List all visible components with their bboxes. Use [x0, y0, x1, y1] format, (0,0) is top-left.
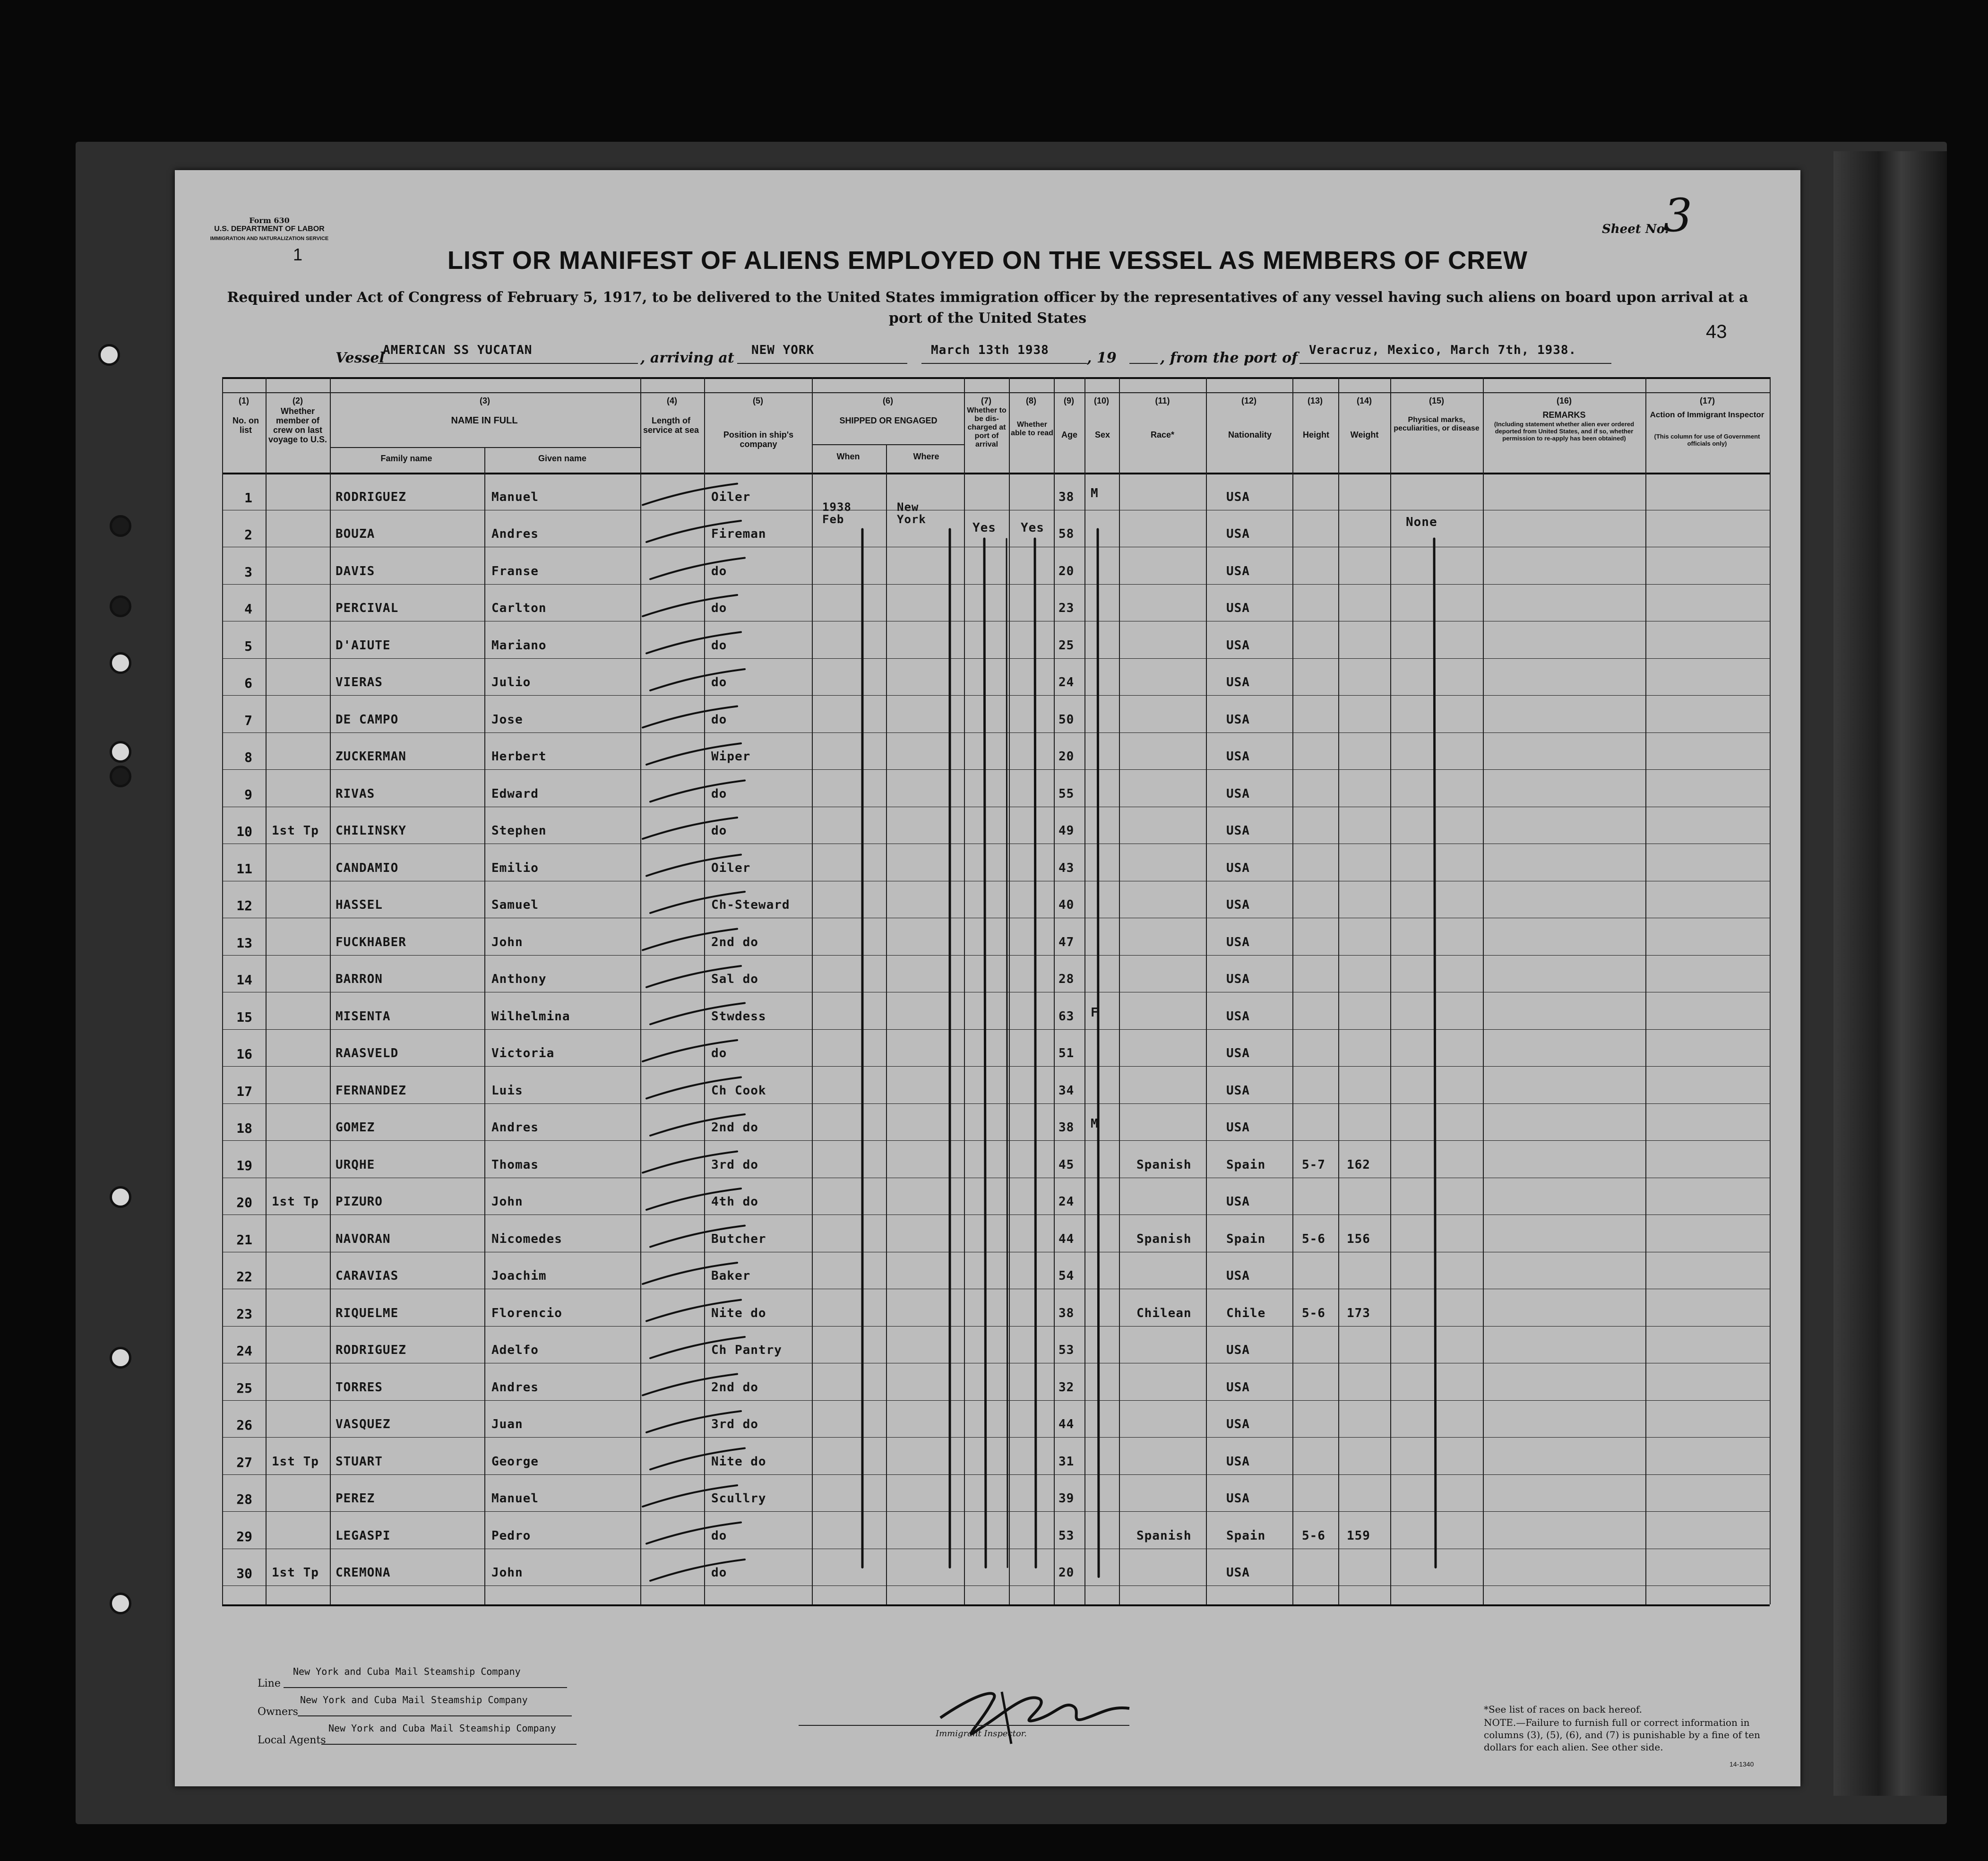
given-name: Florencio [491, 1306, 562, 1320]
binder-hole [110, 1186, 131, 1208]
penalty-note: NOTE.—Failure to furnish full or correct information in columns (3), (5), (6), and (7) is punishable by a fine of ten dollars for each alien. See other side. [1484, 1717, 1760, 1753]
shipped-where: New York [897, 500, 926, 526]
header-height: Height [1303, 430, 1329, 439]
nationality: USA [1226, 527, 1250, 541]
position: do [711, 1528, 727, 1543]
position: Fireman [711, 527, 766, 541]
age: 23 [1059, 601, 1075, 615]
column-number: (13) [1307, 396, 1323, 405]
crew-last-voyage: 1st Tp [272, 1566, 319, 1580]
height: 5-7 [1302, 1157, 1325, 1172]
family-name: PERCIVAL [336, 601, 399, 615]
header-nationality: Nationality [1228, 430, 1272, 439]
nationality: USA [1226, 1046, 1250, 1060]
weight: 173 [1347, 1306, 1370, 1320]
family-name: NAVORAN [336, 1232, 391, 1246]
given-name: Andres [491, 1120, 539, 1135]
nationality: USA [1226, 1269, 1250, 1283]
column-number: (12) [1241, 396, 1256, 405]
header-weight: Weight [1350, 430, 1379, 439]
age: 47 [1059, 935, 1075, 949]
given-name: Franse [491, 564, 539, 578]
binder-hole [110, 1593, 131, 1614]
column-number: (4) [667, 396, 677, 405]
owners-label: Owners [258, 1706, 298, 1718]
position: Scullry [711, 1491, 766, 1506]
age: 25 [1059, 638, 1075, 653]
given-name: George [491, 1454, 539, 1469]
column-number: (15) [1429, 396, 1444, 405]
family-name: VASQUEZ [336, 1417, 391, 1431]
age: 44 [1059, 1417, 1075, 1431]
crew-last-voyage: 1st Tp [272, 1195, 319, 1209]
family-name: MISENTA [336, 1009, 391, 1024]
age: 53 [1059, 1343, 1075, 1357]
binder-hole [110, 652, 131, 674]
weight: 156 [1347, 1232, 1370, 1246]
given-name: Stephen [491, 824, 547, 838]
given-name: Mariano [491, 638, 547, 653]
row-number: 20 [236, 1195, 252, 1210]
header-action-note: (This column for use of Government officials only) [1654, 433, 1760, 447]
header-action-inspector: Action of Immigrant Inspector [1650, 410, 1764, 419]
column-number: (14) [1356, 396, 1372, 405]
row-number: 24 [236, 1343, 252, 1359]
department-label: U.S. DEPARTMENT OF LABOR [214, 225, 325, 233]
position: do [711, 564, 727, 578]
position: do [711, 824, 727, 838]
header-crew-last-voyage: Whether member of crew on last voyage to U.S. [268, 406, 327, 444]
nationality: USA [1226, 490, 1250, 504]
given-name: Herbert [491, 750, 547, 764]
nationality: Chile [1226, 1306, 1266, 1320]
document-subtitle: Required under Act of Congress of February 5, 1917, to be delivered to the United States immigration officer by the representatives of any vessel having such aliens on board upon arrival at a port of the United States [227, 289, 1748, 327]
year-label: , 19 [1087, 350, 1117, 366]
nationality: USA [1226, 972, 1250, 986]
family-name: FUCKHABER [336, 935, 406, 949]
owners-value: New York and Cuba Mail Steamship Company [300, 1694, 528, 1706]
nationality: USA [1226, 1566, 1250, 1580]
age: 49 [1059, 824, 1075, 838]
column-number: (1) [239, 396, 249, 405]
given-name: Jose [491, 712, 523, 727]
nationality: USA [1226, 1417, 1250, 1431]
shipped-when: 1938 Feb [822, 500, 852, 526]
age: 20 [1059, 750, 1075, 764]
position: Ch Pantry [711, 1343, 782, 1357]
race: Spanish [1136, 1157, 1192, 1172]
header-discharged: Whether to be dis-charged at port of arrival [967, 406, 1007, 448]
row-number: 9 [244, 786, 252, 802]
position: do [711, 675, 727, 689]
position: Ch-Steward [711, 898, 790, 912]
given-name: Victoria [491, 1046, 555, 1060]
given-name: Adelfo [491, 1343, 539, 1357]
form-number: Form 630 [249, 216, 290, 225]
physical-marks-value: None [1406, 515, 1437, 529]
family-name: CHILINSKY [336, 824, 406, 838]
row-number: 25 [236, 1380, 252, 1396]
age: 44 [1059, 1232, 1075, 1246]
column-number: (5) [753, 396, 763, 405]
row-number: 2 [244, 527, 252, 543]
family-name: PEREZ [336, 1491, 375, 1506]
row-number: 27 [236, 1454, 252, 1470]
column-number: (9) [1064, 396, 1074, 405]
age: 20 [1059, 564, 1075, 578]
nationality: USA [1226, 1454, 1250, 1469]
binder-hole [110, 741, 131, 763]
position: Nite do [711, 1454, 766, 1469]
position: do [711, 601, 727, 615]
header-remarks-note: (Including statement whether alien ever ordered deported from United States, and if so, whether permission to re-apply has been obtained) [1494, 421, 1635, 442]
position: Oiler [711, 490, 751, 504]
position: do [711, 638, 727, 653]
header-given-name: Given name [538, 454, 587, 463]
family-name: BOUZA [336, 527, 375, 541]
agents-value: New York and Cuba Mail Steamship Company [328, 1723, 556, 1734]
family-name: URQHE [336, 1157, 375, 1172]
header-family-name: Family name [380, 454, 432, 463]
position: Butcher [711, 1232, 766, 1246]
header-position: Position in ship's company [723, 430, 794, 449]
family-name: STUART [336, 1454, 383, 1469]
given-name: Joachim [491, 1269, 547, 1283]
row-number: 17 [236, 1083, 252, 1099]
age: 38 [1059, 1120, 1075, 1135]
nationality: USA [1226, 824, 1250, 838]
given-name: John [491, 935, 523, 949]
sheet-label: Sheet No. [1602, 222, 1669, 236]
weight: 162 [1347, 1157, 1370, 1172]
given-name: Edward [491, 786, 539, 801]
family-name: LEGASPI [336, 1528, 391, 1543]
column-number: (16) [1556, 396, 1572, 405]
age: 43 [1059, 861, 1075, 875]
position: 2nd do [711, 935, 758, 949]
nationality: Spain [1226, 1528, 1266, 1543]
family-name: CARAVIAS [336, 1269, 399, 1283]
column-number: (17) [1699, 396, 1715, 405]
row-number: 30 [236, 1566, 252, 1581]
row-number: 11 [236, 861, 252, 877]
sex: M [1091, 1117, 1099, 1131]
position: do [711, 712, 727, 727]
position: Baker [711, 1269, 751, 1283]
age: 24 [1059, 1195, 1075, 1209]
row-number: 23 [236, 1306, 252, 1322]
nationality: USA [1226, 1380, 1250, 1395]
crew-last-voyage: 1st Tp [272, 1454, 319, 1469]
line-label: Line [258, 1678, 281, 1689]
family-name: RIQUELME [336, 1306, 399, 1320]
row-number: 16 [236, 1046, 252, 1062]
given-name: Luis [491, 1083, 523, 1098]
header-where: Where [913, 452, 939, 461]
binder-hole [98, 344, 120, 366]
age: 31 [1059, 1454, 1075, 1469]
header-age: Age [1061, 430, 1077, 439]
family-name: BARRON [336, 972, 383, 986]
header-shipped-engaged: SHIPPED OR ENGAGED [839, 416, 938, 425]
position: do [711, 786, 727, 801]
position: do [711, 1046, 727, 1060]
row-number: 4 [244, 601, 252, 617]
row-number: 12 [236, 898, 252, 913]
age: 28 [1059, 972, 1075, 986]
family-name: RAASVELD [336, 1046, 399, 1060]
nationality: USA [1226, 750, 1250, 764]
age: 50 [1059, 712, 1075, 727]
inspector-label: Immigrant Inspector. [936, 1729, 1027, 1739]
header-name-in-full: NAME IN FULL [451, 415, 518, 426]
position: Nite do [711, 1306, 766, 1320]
nationality: USA [1226, 786, 1250, 801]
row-number: 6 [244, 675, 252, 691]
row-number: 8 [244, 750, 252, 765]
header-physical-marks: Physical marks, peculiarities, or disease [1394, 416, 1480, 432]
binder-edge [1833, 151, 1947, 1796]
family-name: HASSEL [336, 898, 383, 912]
arrival-port: NEW YORK [751, 343, 815, 357]
crew-last-voyage: 1st Tp [272, 824, 319, 838]
able-read-value: Yes [1021, 521, 1044, 535]
given-name: Nicomedes [491, 1232, 562, 1246]
vessel-label: Vessel [336, 350, 385, 366]
given-name: Andres [491, 527, 539, 541]
header-length-service: Length of service at sea [643, 416, 699, 435]
from-port: Veracruz, Mexico, March 7th, 1938. [1309, 343, 1577, 357]
family-name: DAVIS [336, 564, 375, 578]
nationality: USA [1226, 935, 1250, 949]
row-number: 15 [236, 1009, 252, 1025]
column-number: (6) [883, 396, 893, 405]
form-code: 14-1340 [1730, 1760, 1754, 1768]
position: Ch Cook [711, 1083, 766, 1098]
header-sex: Sex [1094, 430, 1110, 439]
binder-hole [110, 595, 131, 617]
race: Spanish [1136, 1232, 1192, 1246]
column-number: (8) [1026, 396, 1036, 405]
nationality: USA [1226, 1195, 1250, 1209]
position: 3rd do [711, 1417, 758, 1431]
age: 38 [1059, 1306, 1075, 1320]
given-name: Samuel [491, 898, 539, 912]
row-number: 19 [236, 1157, 252, 1173]
age: 53 [1059, 1528, 1075, 1543]
row-number: 7 [244, 712, 252, 728]
position: Sal do [711, 972, 758, 986]
binder-hole [110, 766, 131, 787]
position: 2nd do [711, 1120, 758, 1135]
position: 4th do [711, 1195, 758, 1209]
nationality: Spain [1226, 1157, 1266, 1172]
header-when: When [836, 452, 860, 461]
nationality: USA [1226, 1009, 1250, 1024]
height: 5-6 [1302, 1306, 1325, 1320]
given-name: Manuel [491, 1491, 539, 1506]
given-name: Julio [491, 675, 531, 689]
family-name: RIVAS [336, 786, 375, 801]
binder-hole [110, 515, 131, 537]
nationality: Spain [1226, 1232, 1266, 1246]
weight: 159 [1347, 1528, 1370, 1543]
nationality: USA [1226, 1083, 1250, 1098]
row-number: 14 [236, 972, 252, 988]
age: 55 [1059, 786, 1075, 801]
sex: M [1091, 486, 1099, 500]
row-number: 13 [236, 935, 252, 951]
service-label: IMMIGRATION AND NATURALIZATION SERVICE [210, 236, 329, 241]
age: 20 [1059, 1566, 1075, 1580]
corner-mark: 1 [293, 245, 303, 264]
position: 3rd do [711, 1157, 758, 1172]
family-name: DE CAMPO [336, 712, 399, 727]
age: 63 [1059, 1009, 1075, 1024]
position: Oiler [711, 861, 751, 875]
given-name: Carlton [491, 601, 547, 615]
vessel-name: AMERICAN SS YUCATAN [383, 343, 533, 357]
handwritten-marks [175, 170, 1800, 1786]
column-number: (11) [1155, 396, 1170, 405]
binder-hole [110, 1347, 131, 1369]
from-label: , from the port of [1160, 350, 1298, 366]
nationality: USA [1226, 1343, 1250, 1357]
family-name: TORRES [336, 1380, 383, 1395]
header-remarks: REMARKS [1542, 410, 1586, 420]
family-name: VIERAS [336, 675, 383, 689]
nationality: USA [1226, 675, 1250, 689]
age: 40 [1059, 898, 1075, 912]
family-name: RODRIGUEZ [336, 490, 406, 504]
document-title: LIST OR MANIFEST OF ALIENS EMPLOYED ON THE VESSEL AS MEMBERS OF CREW [447, 246, 1528, 275]
row-number: 10 [236, 824, 252, 839]
given-name: Wilhelmina [491, 1009, 570, 1024]
column-number: (7) [981, 396, 991, 405]
sheet-number: 3 [1663, 189, 1693, 242]
row-number: 28 [236, 1491, 252, 1507]
given-name: Pedro [491, 1528, 531, 1543]
age: 58 [1059, 527, 1075, 541]
age: 32 [1059, 1380, 1075, 1395]
age: 38 [1059, 490, 1075, 504]
given-name: Juan [491, 1417, 523, 1431]
discharged-value: Yes [972, 521, 996, 535]
nationality: USA [1226, 1491, 1250, 1506]
arriving-label: , arriving at [640, 350, 734, 366]
sex: F [1091, 1005, 1099, 1020]
nationality: USA [1226, 1120, 1250, 1135]
family-name: RODRIGUEZ [336, 1343, 406, 1357]
column-number: (3) [480, 396, 490, 405]
age: 24 [1059, 675, 1075, 689]
nationality: USA [1226, 861, 1250, 875]
row-number: 26 [236, 1417, 252, 1433]
age: 51 [1059, 1046, 1075, 1060]
age: 54 [1059, 1269, 1075, 1283]
arrival-date: March 13th 1938 [931, 343, 1049, 357]
nationality: USA [1226, 564, 1250, 578]
page-mark: 43 [1706, 321, 1727, 342]
position: 2nd do [711, 1380, 758, 1395]
height: 5-6 [1302, 1528, 1325, 1543]
nationality: USA [1226, 638, 1250, 653]
family-name: FERNANDEZ [336, 1083, 406, 1098]
nationality: USA [1226, 898, 1250, 912]
height: 5-6 [1302, 1232, 1325, 1246]
row-number: 18 [236, 1120, 252, 1136]
line-value: New York and Cuba Mail Steamship Company [293, 1666, 521, 1677]
manifest-sheet [175, 170, 1800, 1786]
nationality: USA [1226, 712, 1250, 727]
row-number: 1 [244, 490, 252, 506]
age: 39 [1059, 1491, 1075, 1506]
position: Stwdess [711, 1009, 766, 1024]
family-name: PIZURO [336, 1195, 383, 1209]
family-name: GOMEZ [336, 1120, 375, 1135]
family-name: CANDAMIO [336, 861, 399, 875]
family-name: CREMONA [336, 1566, 391, 1580]
header-race: Race* [1150, 430, 1175, 439]
header-no-on-list: No. on list [232, 416, 259, 435]
age: 34 [1059, 1083, 1075, 1098]
row-number: 5 [244, 638, 252, 654]
given-name: Anthony [491, 972, 547, 986]
row-number: 21 [236, 1232, 252, 1248]
given-name: John [491, 1566, 523, 1580]
given-name: Andres [491, 1380, 539, 1395]
age: 45 [1059, 1157, 1075, 1172]
family-name: ZUCKERMAN [336, 750, 406, 764]
column-number: (10) [1093, 396, 1109, 405]
position: Wiper [711, 750, 751, 764]
race: Spanish [1136, 1528, 1192, 1543]
race: Chilean [1136, 1306, 1192, 1320]
position: do [711, 1566, 727, 1580]
row-number: 3 [244, 564, 252, 580]
column-number: (2) [293, 396, 303, 405]
given-name: Emilio [491, 861, 539, 875]
row-number: 22 [236, 1269, 252, 1284]
given-name: Thomas [491, 1157, 539, 1172]
row-number: 29 [236, 1528, 252, 1544]
given-name: John [491, 1195, 523, 1209]
header-able-read: Whether able to read [1011, 421, 1053, 437]
races-note: *See list of races on back hereof. [1484, 1704, 1643, 1715]
agents-label: Local Agents [258, 1734, 326, 1746]
given-name: Manuel [491, 490, 539, 504]
family-name: D'AIUTE [336, 638, 391, 653]
nationality: USA [1226, 601, 1250, 615]
